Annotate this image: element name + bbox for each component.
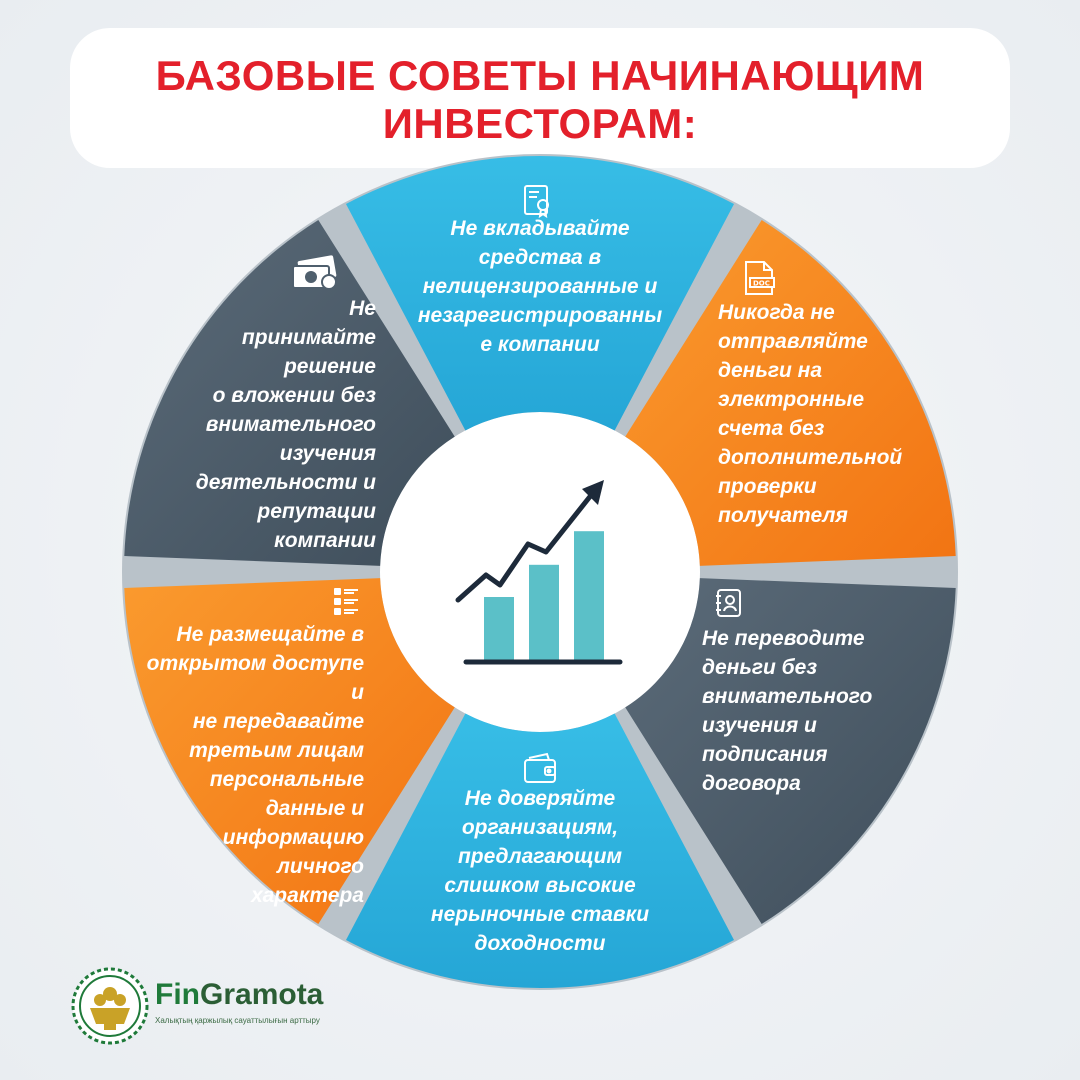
fingramota-logo bbox=[60, 960, 400, 1050]
tip-high-returns: Не доверяйте организациям, предлагающим слишком высокие нерыночные ставки доходности bbox=[430, 787, 650, 955]
page-title-line-1: БАЗОВЫЕ СОВЕТЫ НАЧИНАЮЩИМ bbox=[155, 52, 925, 99]
logo-wordmark bbox=[155, 978, 323, 1012]
chart-bar-3 bbox=[574, 531, 604, 660]
tip-unlicensed-companies: Не вкладывайте средства в нелицензированные и незарегистрированны е компании bbox=[417, 217, 663, 356]
tip-personal-data: Не размещайте в открытом доступе и не передавайте третьим лицам персональные данные и информацию личного характера bbox=[146, 623, 364, 907]
logo-wordmark-gramota: Gramota bbox=[200, 978, 324, 1011]
svg-text:DOC: DOC bbox=[753, 279, 770, 288]
fingramota-emblem-icon bbox=[70, 966, 150, 1046]
logo-tagline: Халықтың қаржылық сауаттылығын арттыру bbox=[155, 1016, 320, 1025]
page-title-line-2: ИНВЕСТОРАМ: bbox=[382, 100, 698, 147]
chart-bar-1 bbox=[484, 597, 514, 660]
tip-company-reputation: Не принимайте решение о вложении без внимательного изучения деятельности и репутации компании bbox=[195, 297, 376, 552]
logo-wordmark-fin: Fin bbox=[155, 978, 200, 1011]
tip-electronic-accounts: Никогда не отправляйте деньги на электронные счета без дополнительной проверки получателя bbox=[718, 301, 903, 527]
chart-bar-2 bbox=[529, 565, 559, 660]
tip-contract-review: Не переводите деньги без внимательного изучения и подписания договора bbox=[702, 627, 873, 795]
